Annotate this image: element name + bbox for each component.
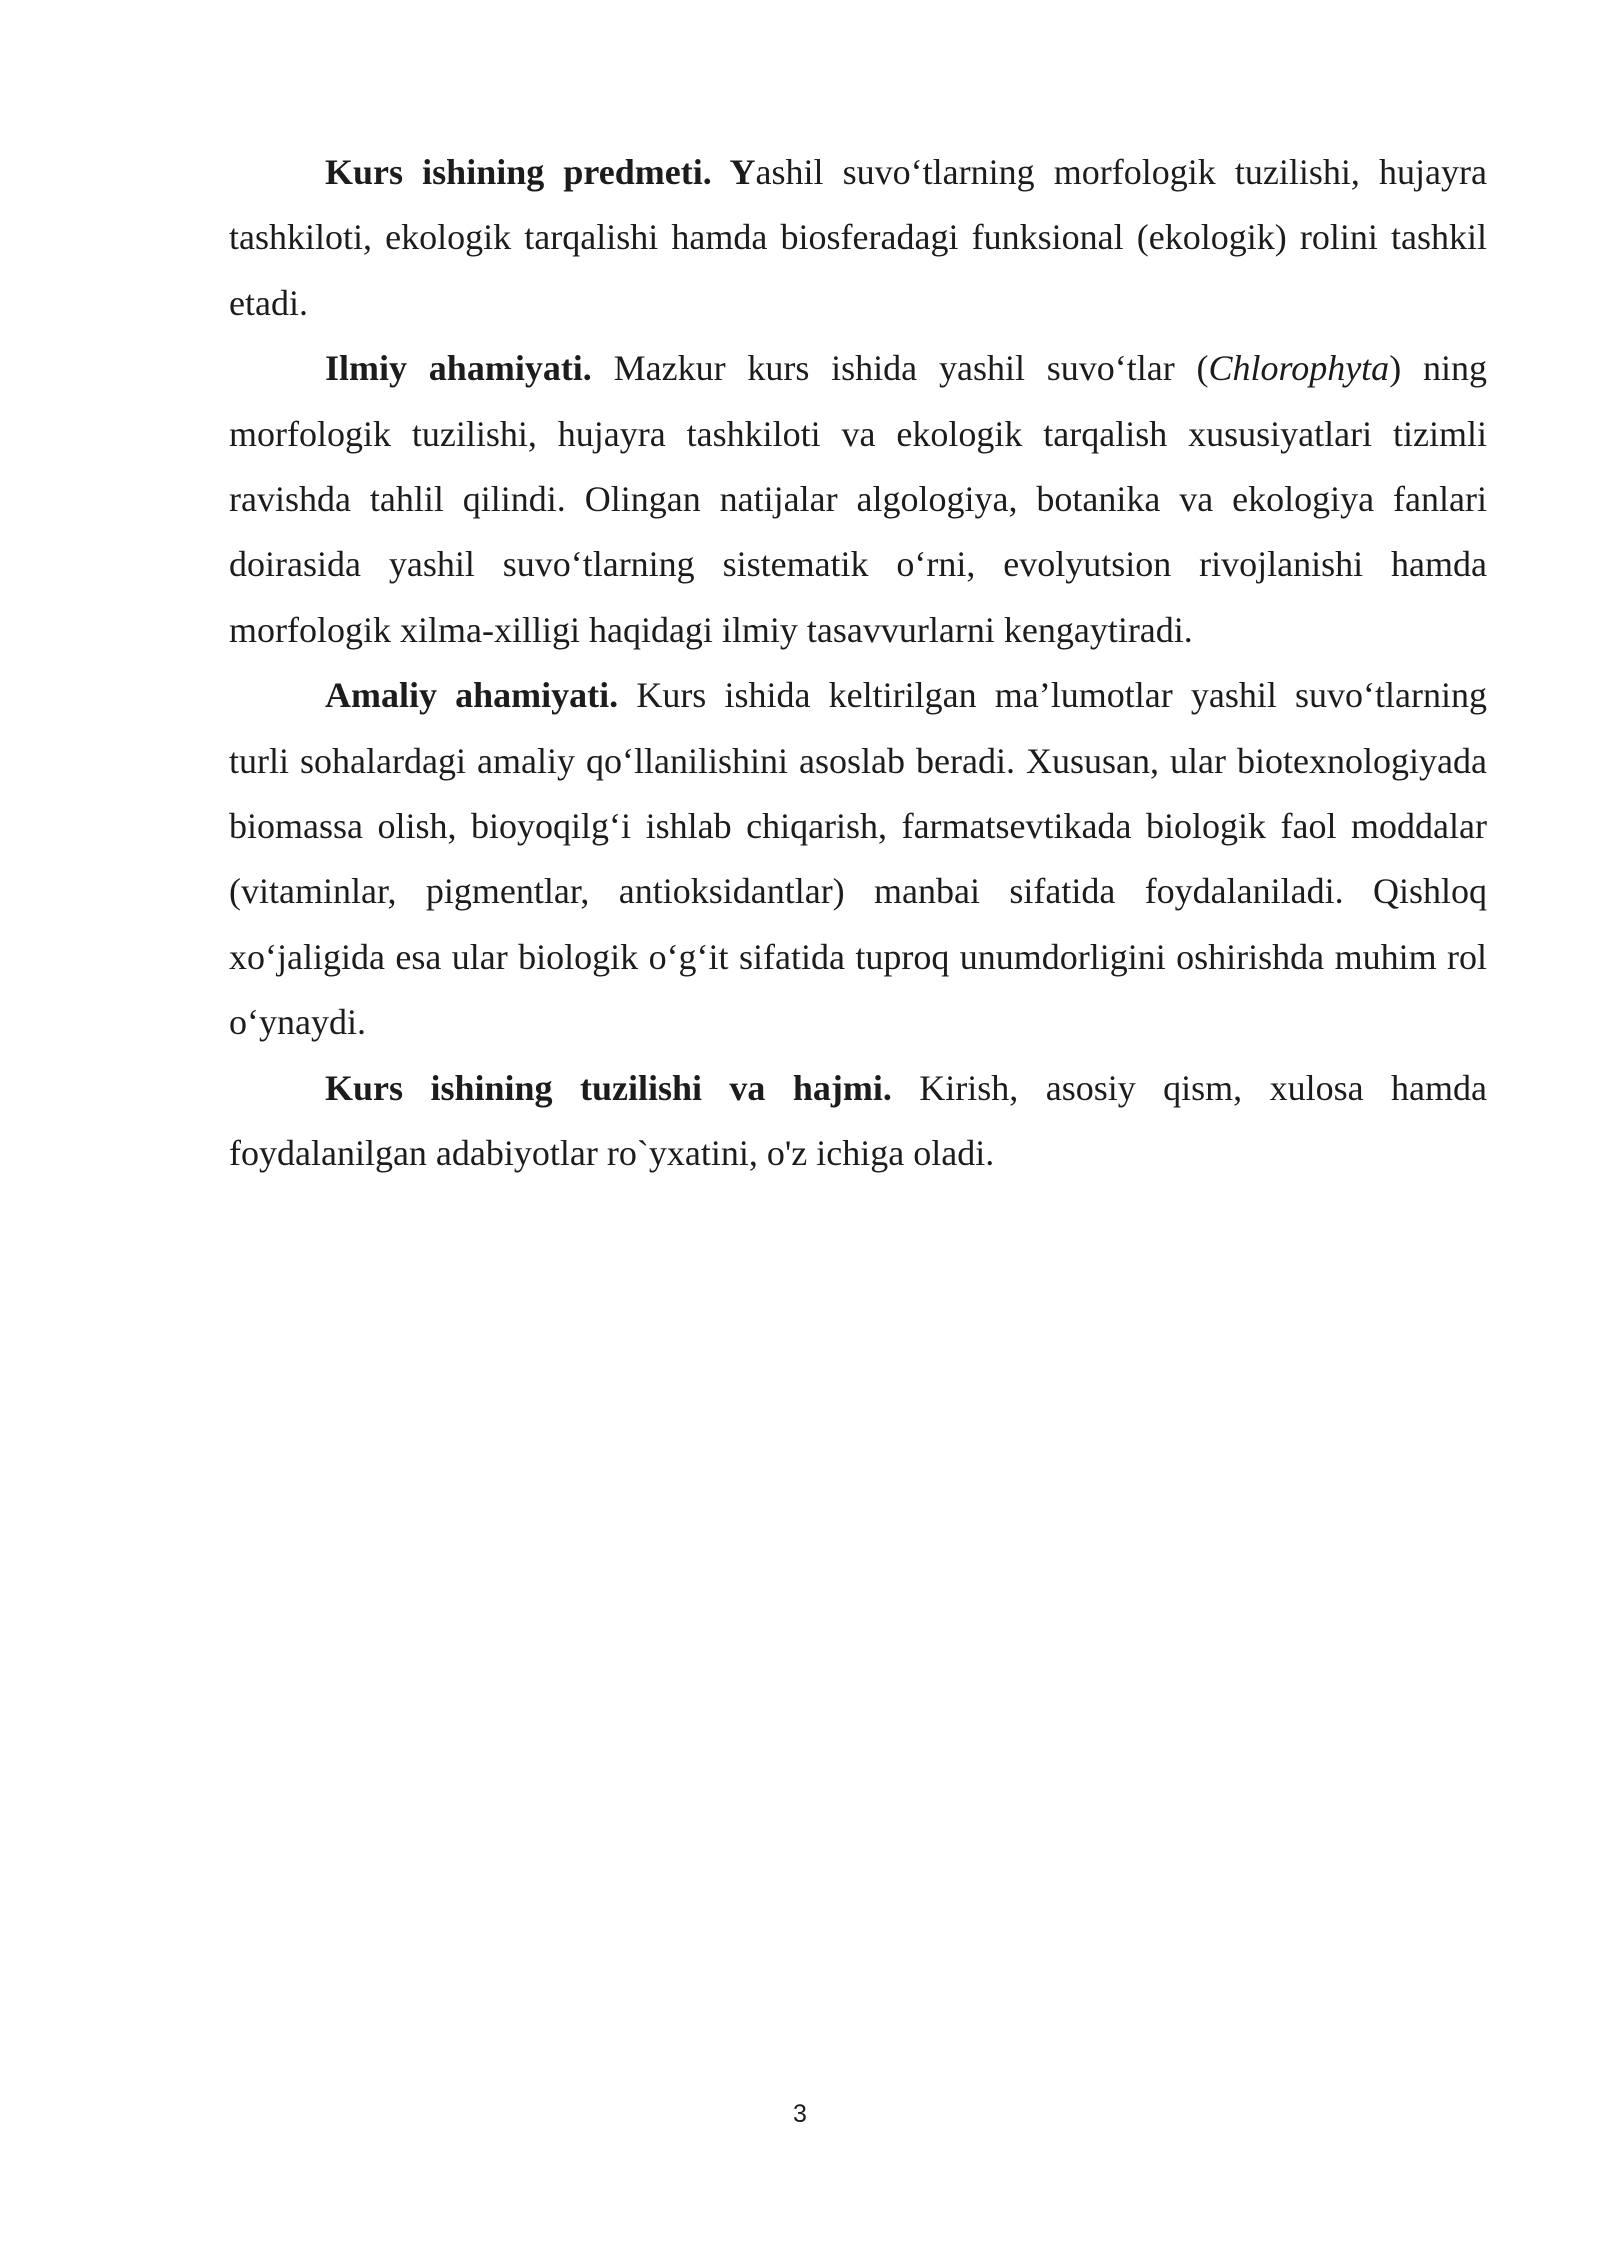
paragraph-lead: Ilmiy ahamiyati. bbox=[325, 348, 592, 389]
paragraph-text: Kurs ishida keltirilgan ma’lumotlar yashil suvo‘tlarning turli sohalardagi amaliy qo‘llanilishini asoslab beradi. Xususan, ular biotexnologiyada biomassa olish, bioyoqilg‘i ishlab chiqarish, farmatsevtikada biologik faol moddalar (vitaminlar, pigmentlar, antioksidantlar) manbai sifatida foydalaniladi. Qishloq xo‘jaligida esa ular biologik o‘g‘it sifatida tuproq unumdorligini oshirishda muhim rol o‘ynaydi. bbox=[229, 675, 1487, 1043]
paragraph-subject bbox=[229, 140, 1487, 336]
paragraph-lead-letter: Y bbox=[711, 152, 756, 192]
paragraph-practical-significance bbox=[229, 663, 1487, 1055]
page-number: 3 bbox=[793, 2100, 807, 2128]
paragraph-text: Kirish, asosiy qism, xulosa hamda foydalanilgan adabiyotlar ro`yxatini, o'z ichiga oladi. bbox=[229, 1067, 1487, 1174]
paragraph-lead: Kurs ishining predmeti. bbox=[325, 152, 712, 192]
paragraph-text: Mazkur kurs ishida yashil suvo‘tlar ( bbox=[591, 348, 1209, 389]
paragraph-text: ) ning morfologik tuzilishi, hujayra tashkiloti va ekologik tarqalish xususiyatlari tizimli ravishda tahlil qilindi. Olingan natijalar algologiya, botanika va ekologiya fanlari doirasida yashil suvo‘tlarning sistematik o‘rni, evolyutsion rivojlanishi hamda morfologik xilma-xilligi haqidagi ilmiy tasavvurlarni kengaytiradi. bbox=[229, 348, 1487, 650]
paragraph-italic-term: Chlorophyta bbox=[1208, 348, 1390, 389]
paragraph-lead: Kurs ishining tuzilishi va hajmi. bbox=[325, 1067, 892, 1108]
paragraph-structure bbox=[229, 1056, 1487, 1187]
paragraph-scientific-significance bbox=[229, 336, 1487, 663]
document-body bbox=[229, 140, 1487, 1187]
paragraph-text: ashil suvo‘tlarning morfologik tuzilishi, hujayra tashkiloti, ekologik tarqalishi hamda biosferadagi funksional (ekologik) rolini tashkil etadi. bbox=[229, 152, 1487, 323]
paragraph-lead: Amaliy ahamiyati. bbox=[325, 675, 619, 716]
